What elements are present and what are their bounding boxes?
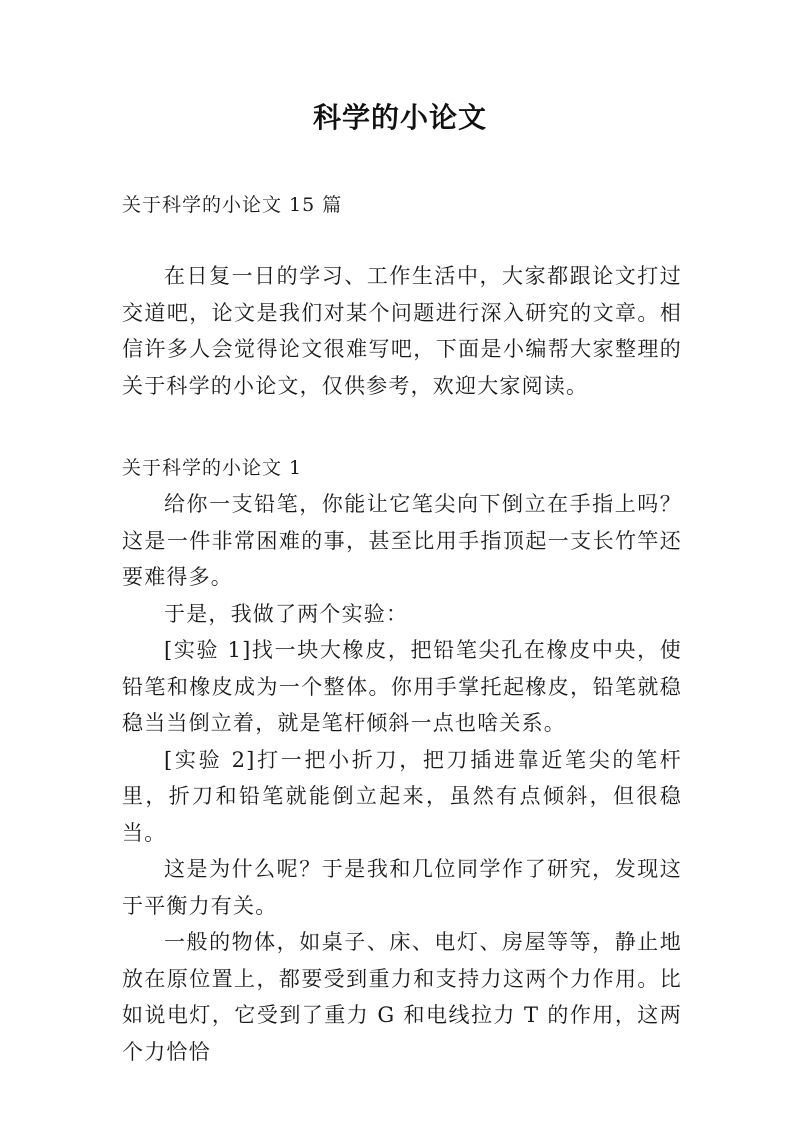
section-body <box>122 486 682 1070</box>
intro-block <box>122 258 682 404</box>
document-subtitle: 关于科学的小论文 15 篇 <box>122 194 343 216</box>
section-heading: 关于科学的小论文 1 <box>122 457 303 479</box>
body-paragraph: 这是为什么呢？于是我和几位同学作了研究，发现这于平衡力有关。 <box>122 857 682 918</box>
body-paragraph: [实验 1]找一块大橡皮，把铅笔尖孔在橡皮中央，使铅笔和橡皮成为一个整体。你用手掌托起橡皮，铅笔就稳稳当当倒立着，就是笔杆倾斜一点也啥关系。 <box>122 638 682 735</box>
intro-paragraph: 在日复一日的学习、工作生活中，大家都跟论文打过交道吧，论文是我们对某个问题进行深入研究的文章。相信许多人会觉得论文很难写吧，下面是小编帮大家整理的关于科学的小论文，仅供参考，欢迎大家阅读。 <box>122 264 682 398</box>
body-paragraph: [实验 2]打一把小折刀，把刀插进靠近笔尖的笔杆里，折刀和铅笔就能倒立起来，虽然有点倾斜，但很稳当。 <box>122 747 682 845</box>
body-paragraph: 一般的物体，如桌子、床、电灯、房屋等等，静止地放在原位置上，都要受到重力和支持力这两个力作用。比如说电灯，它受到了重力 G 和电线拉力 T 的作用，这两个力恰恰 <box>122 930 682 1064</box>
document-title: 科学的小论文 <box>312 101 487 134</box>
body-paragraph: 给你一支铅笔，你能让它笔尖向下倒立在手指上吗？这是一件非常困难的事，甚至比用手指顶起一支长竹竿还要难得多。 <box>122 492 682 589</box>
body-paragraph: 于是，我做了两个实验： <box>164 601 409 626</box>
